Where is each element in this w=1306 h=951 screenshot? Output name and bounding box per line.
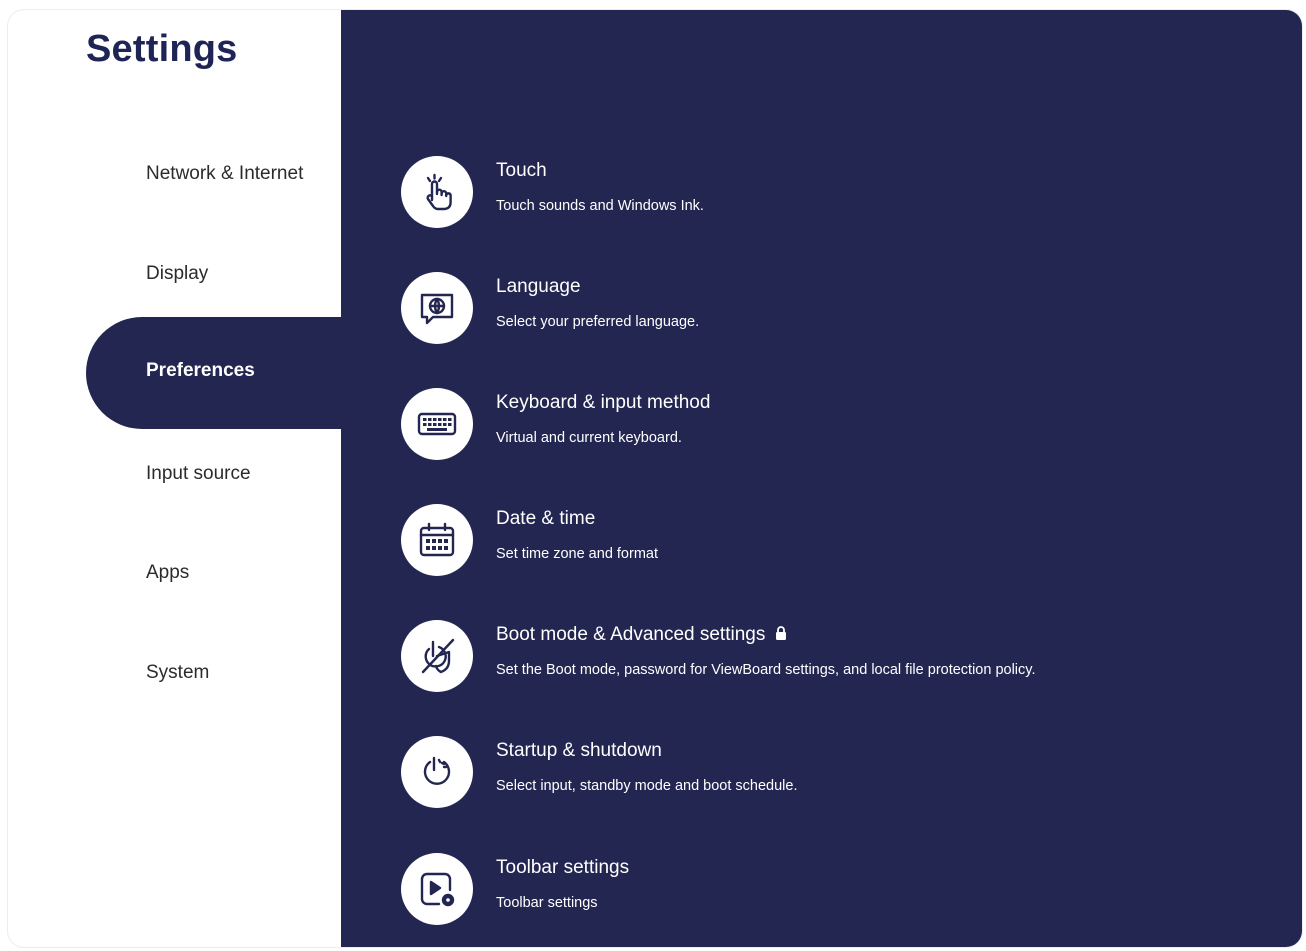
- lock-icon: [775, 624, 787, 646]
- date-time-title: Date & time: [496, 508, 596, 529]
- tab-curve-top: [309, 285, 341, 317]
- sidebar-item-preferences[interactable]: [86, 317, 342, 429]
- boot-mode-icon: [401, 620, 473, 692]
- sidebar-item-network[interactable]: Network & Internet: [146, 163, 304, 184]
- language-item[interactable]: [401, 270, 1281, 350]
- keyboard-input-item[interactable]: [401, 386, 1281, 466]
- date-time-item[interactable]: [401, 502, 1281, 582]
- boot-mode-item[interactable]: [401, 618, 1281, 698]
- boot-mode-title-text: Boot mode & Advanced settings: [496, 624, 766, 646]
- keyboard-input-title: Keyboard & input method: [496, 392, 711, 413]
- toolbar-settings-description: Toolbar settings: [496, 895, 598, 911]
- power-icon: [401, 736, 473, 808]
- toolbar-settings-item[interactable]: [401, 851, 1281, 931]
- tab-curve-bottom: [309, 429, 341, 461]
- startup-shutdown-description: Select input, standby mode and boot schedule.: [496, 778, 798, 794]
- toolbar-settings-icon: [401, 853, 473, 925]
- date-time-description: Set time zone and format: [496, 546, 658, 562]
- language-icon: [401, 272, 473, 344]
- boot-mode-description: Set the Boot mode, password for ViewBoard settings, and local file protection policy.: [496, 662, 1036, 678]
- touch-icon: [401, 156, 473, 228]
- startup-shutdown-item[interactable]: [401, 734, 1281, 814]
- language-description: Select your preferred language.: [496, 314, 700, 330]
- touch-description: Touch sounds and Windows Ink.: [496, 198, 704, 214]
- sidebar-item-system[interactable]: System: [146, 662, 210, 683]
- page-title: Settings: [86, 28, 238, 70]
- settings-window: [8, 10, 1302, 947]
- keyboard-icon: [401, 388, 473, 460]
- toolbar-settings-title: Toolbar settings: [496, 857, 630, 878]
- sidebar-item-apps[interactable]: Apps: [146, 562, 190, 583]
- boot-mode-title: [496, 624, 787, 646]
- touch-title: Touch: [496, 160, 547, 181]
- keyboard-input-description: Virtual and current keyboard.: [496, 430, 682, 446]
- touch-item[interactable]: [401, 154, 1281, 234]
- calendar-icon: [401, 504, 473, 576]
- sidebar-item-display[interactable]: Display: [146, 263, 209, 284]
- sidebar-item-input-source[interactable]: Input source: [146, 463, 251, 484]
- startup-shutdown-title: Startup & shutdown: [496, 740, 662, 761]
- language-title: Language: [496, 276, 581, 297]
- sidebar-item-label: Preferences: [146, 360, 255, 381]
